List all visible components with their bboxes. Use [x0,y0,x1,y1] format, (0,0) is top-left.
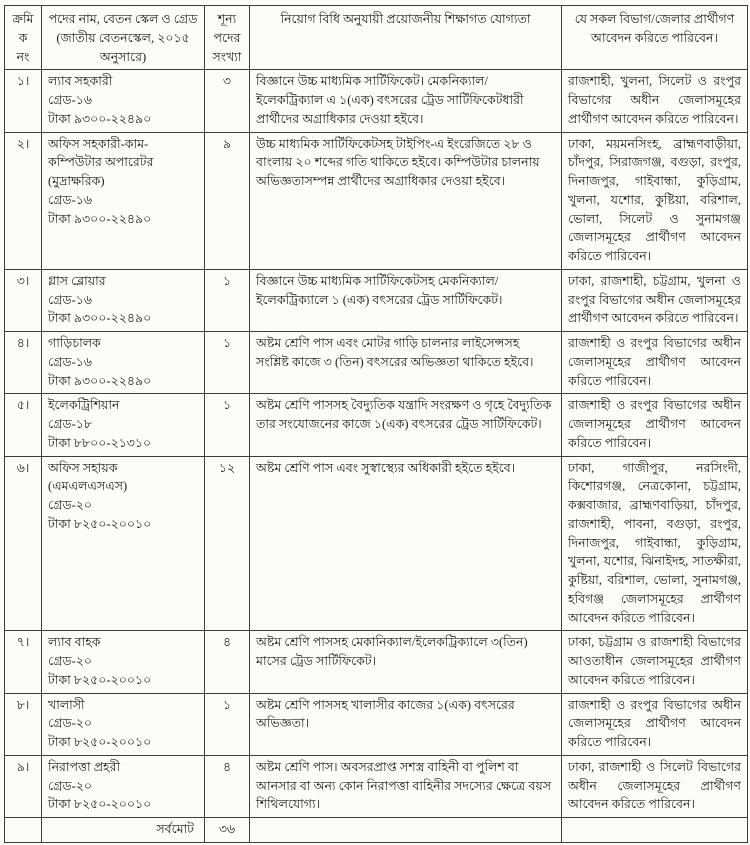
qualification-cell: অষ্টম শ্রেণি পাসসহ খালাসীর কাজের ১(এক) বৎসরের অভিজ্ঞতা। [250,693,562,755]
post-grade: গ্রেড-২০ [48,498,93,512]
post-grade: গ্রেড-১৮ [48,417,93,431]
post-name: ল্যাব বাহক [48,635,101,650]
post-name: অফিস সহকারী-কাম-কম্পিউটার অপারেটর (মুদ্রাক্ষরিক) [48,136,154,188]
serial-cell: ১। [5,70,42,132]
qualification-cell: বিজ্ঞানে উচ্চ মাধ্যমিক সার্টিফিকেটসহ মেকনিক্যাল/ইলেকট্রিক্যালে ১ (এক) বৎসরের ট্রেড সার্টিফিকেট। [250,269,562,331]
header-row [5,6,748,70]
eligibility-cell: রাজশাহী ও রংপুর বিভাগের অধীন জেলাসমূহের প্রার্থীগণ আবেদন করিতে পারিবেন। [562,693,748,755]
table-row [5,755,748,817]
vacancy-cell: ৩ [205,70,250,132]
qualification-cell: অষ্টম শ্রেণি পাস এবং সুস্বাস্থ্যের অধিকারী হইতে হইবে। [250,456,562,631]
table-row [5,70,748,132]
total-empty-qualification-cell [250,818,562,843]
post-scale: টাকা ৯৩০০-২২৪৯০ [48,311,152,326]
vacancy-cell: ১ [205,394,250,456]
eligibility-cell: রাজশাহী ও রংপুর বিভাগের অধীন জেলাসমূহের প্রার্থীগণ আবেদন করিতে পারিবেন। [562,394,748,456]
total-empty-eligibility-cell [562,818,748,843]
eligibility-cell: ঢাকা, চট্টগ্রাম ও রাজশাহী বিভাগের আওতাধীন জেলাসমূহের প্রার্থীগণ আবেদন করিতে পারিবেন। [562,631,748,693]
post-scale: টাকা ৯৩০০-২২৪৯০ [48,111,152,126]
eligibility-cell: রাজশাহী, খুলনা, সিলেট ও রংপুর বিভাগের অধীন জেলাসমূহের প্রার্থীগণ আবেদন করিতে পারিবেন। [562,70,748,132]
header-vacancies: শূন্য পদের সংখ্যা [205,6,250,70]
qualification-cell: অষ্টম শ্রেণি পাসসহ বৈদ্যুতিক যন্ত্রাদি সংরক্ষণ ও গৃহে বৈদ্যুতিক তার সংযোজনের কাজে ১(এক) বৎসরের ট্রেড সার্টিফিকেট। [250,394,562,456]
vacancy-cell: ১ [205,332,250,394]
serial-cell: ৮। [5,693,42,755]
post-grade: গ্রেড-২০ [48,654,93,668]
post-cell [42,132,205,269]
qualification-cell: উচ্চ মাধ্যমিক সার্টিফিকেটসহ টাইপিং-এ ইংরেজিতে ২৮ ও বাংলায় ২০ শব্দের গতি থাকিতে হইবে। কম্পিউটার চালনায় অভিজ্ঞতাসম্পন্ন প্রার্থীদের অগ্রাধিকার দেওয়া হইবে। [250,132,562,269]
qualification-cell: অষ্টম শ্রেণি পাস এবং মোটর গাড়ি চালনার লাইসেন্সসহ সংশ্লিষ্ট কাজে ৩ (তিন) বৎসরের অভিজ্ঞতা থাকিতে হইবে। [250,332,562,394]
post-cell [42,631,205,693]
serial-cell: ৬। [5,456,42,631]
post-scale: টাকা ৮২৫০-২০০১০ [48,516,152,531]
post-scale: টাকা ৮৮০০-২১৩১০ [48,435,152,450]
table-row [5,394,748,456]
header-serial-no: ক্রমিক নং [5,6,42,70]
post-cell [42,332,205,394]
total-row [5,818,748,843]
table-row [5,693,748,755]
post-grade: গ্রেড-১৬ [48,354,93,369]
eligibility-cell: ঢাকা, রাজশাহী ও সিলেট বিভাগের অধীন জেলাসমূহের প্রার্থীগণ আবেদন করিতে পারিবেন। [562,755,748,817]
vacancy-cell: ৪ [205,755,250,817]
post-cell [42,70,205,132]
post-cell [42,693,205,755]
header-post-name: পদের নাম, বেতন স্কেল ও গ্রেড (জাতীয় বেতনস্কেল, ২০১৫ অনুসারে) [42,6,205,70]
post-name: ইলেকট্রিশিয়ান [48,398,120,413]
post-scale: টাকা ৯৩০০-২২৪৯০ [48,211,152,226]
qualification-cell: অষ্টম শ্রেণি পাসসহ মেকানিক্যাল/ইলেকট্রিক্যালে ৩(তিন) মাসের ট্রেড সার্টিফিকেট। [250,631,562,693]
table-row [5,332,748,394]
job-positions-table [4,5,748,843]
serial-cell: ৫। [5,394,42,456]
table-row [5,631,748,693]
vacancy-cell: ১ [205,269,250,331]
eligibility-cell: রাজশাহী ও রংপুর বিভাগের অধীন জেলাসমূহের প্রার্থীগণ আবেদন করিতে পারিবেন। [562,332,748,394]
post-scale: টাকা ৮২৫০-২০০১০ [48,672,152,687]
post-name: ল্যাব সহকারী [48,74,113,89]
post-grade: গ্রেড-২০ [48,778,93,793]
post-name: গ্লাস ব্লোয়ার [48,273,106,288]
table-row [5,132,748,269]
serial-cell: ৩। [5,269,42,331]
total-label: সর্বমোট [42,818,205,843]
eligibility-cell: ঢাকা, রাজশাহী, চট্টগ্রাম, খুলনা ও রংপুর বিভাগের অধীন জেলাসমূহের প্রার্থীগণ আবেদন করিতে পারিবেন। [562,269,748,331]
post-name: খালাসী [48,697,85,712]
total-vacancies: ৩৬ [205,818,250,843]
post-grade: গ্রেড-১৬ [48,192,93,207]
qualification-cell: বিজ্ঞানে উচ্চ মাধ্যমিক সার্টিফিকেট। মেকনিক্যাল/ইলেকট্রিক্যাল এ ১(এক) বৎসরের ট্রেড সার্টিফিকেটধারী প্রার্থীদের অগ্রাধিকার দেওয়া হইবে। [250,70,562,132]
vacancy-cell: ১ [205,693,250,755]
post-scale: টাকা ৯৩০০-২২৪৯০ [48,373,152,388]
post-scale: টাকা ৮২৫০-২০০১০ [48,735,152,749]
post-scale: টাকা ৮২৫০-২০০১০ [48,797,152,812]
total-empty-serial-cell [5,818,42,843]
vacancy-cell: ৯ [205,132,250,269]
serial-cell: ৪। [5,332,42,394]
post-name: অফিস সহায়ক (এমএলএসএস) [48,460,128,494]
post-name: গাড়িচালক [48,336,101,350]
table-row [5,269,748,331]
header-qualification: নিয়োগ বিধি অনুযায়ী প্রয়োজনীয় শিক্ষাগত যোগ্যতা [250,6,562,70]
table-row [5,456,748,631]
post-grade: গ্রেড-১৬ [48,292,93,307]
serial-cell: ৭। [5,631,42,693]
post-cell [42,456,205,631]
vacancy-cell: ১২ [205,456,250,631]
qualification-cell: অষ্টম শ্রেণি পাস। অবসরপ্রাপ্ত সশস্ত্র বাহিনী বা পুলিশ বা আনসার বা অন্য কোন নিরাপত্তা বাহিনীর সদস্যের ক্ষেত্রে বয়স শিথিলযোগ্য। [250,755,562,817]
post-name: নিরাপত্তা প্রহরী [48,759,121,774]
post-cell [42,755,205,817]
post-cell [42,394,205,456]
serial-cell: ২। [5,132,42,269]
post-grade: গ্রেড-২০ [48,716,93,731]
post-grade: গ্রেড-১৬ [48,93,93,107]
post-cell [42,269,205,331]
eligibility-cell: ঢাকা, গাজীপুর, নরসিংদী, কিশোরগঞ্জ, নেত্রকোনা, চট্টগ্রাম, কক্সবাজার, ব্রাহ্মণবাড়িয়া, চাঁদপুর, রাজশাহী, পাবনা, বগুড়া, রংপুর, দিনাজপুর, গাইবান্ধা, কুড়িগ্রাম, খুলনা, যশোর, ঝিনাইদহ, সাতক্ষীরা, কুষ্টিয়া, বরিশাল, ভোলা, সুনামগঞ্জ, হবিগঞ্জ জেলাসমূহের প্রার্থীগণ আবেদন করিতে পারিবেন। [562,456,748,631]
eligibility-cell: ঢাকা, ময়মনসিংহ, ব্রাহ্মণবাড়ীয়া, চাঁদপুর, সিরাজগঞ্জ, বগুড়া, রংপুর, দিনাজপুর, গাইবান্ধা, কুড়িগ্রাম, খুলনা, যশোর, কুষ্টিয়া, বরিশাল, ভোলা, সিলেট ও সুনামগঞ্জ জেলাসমূহের প্রার্থীগণ আবেদন করিতে পারিবেন। [562,132,748,269]
header-eligibility: যে সকল বিভাগ/জেলার প্রার্থীগণ আবেদন করিতে পারিবেন। [562,6,748,70]
serial-cell: ৯। [5,755,42,817]
vacancy-cell: ৪ [205,631,250,693]
